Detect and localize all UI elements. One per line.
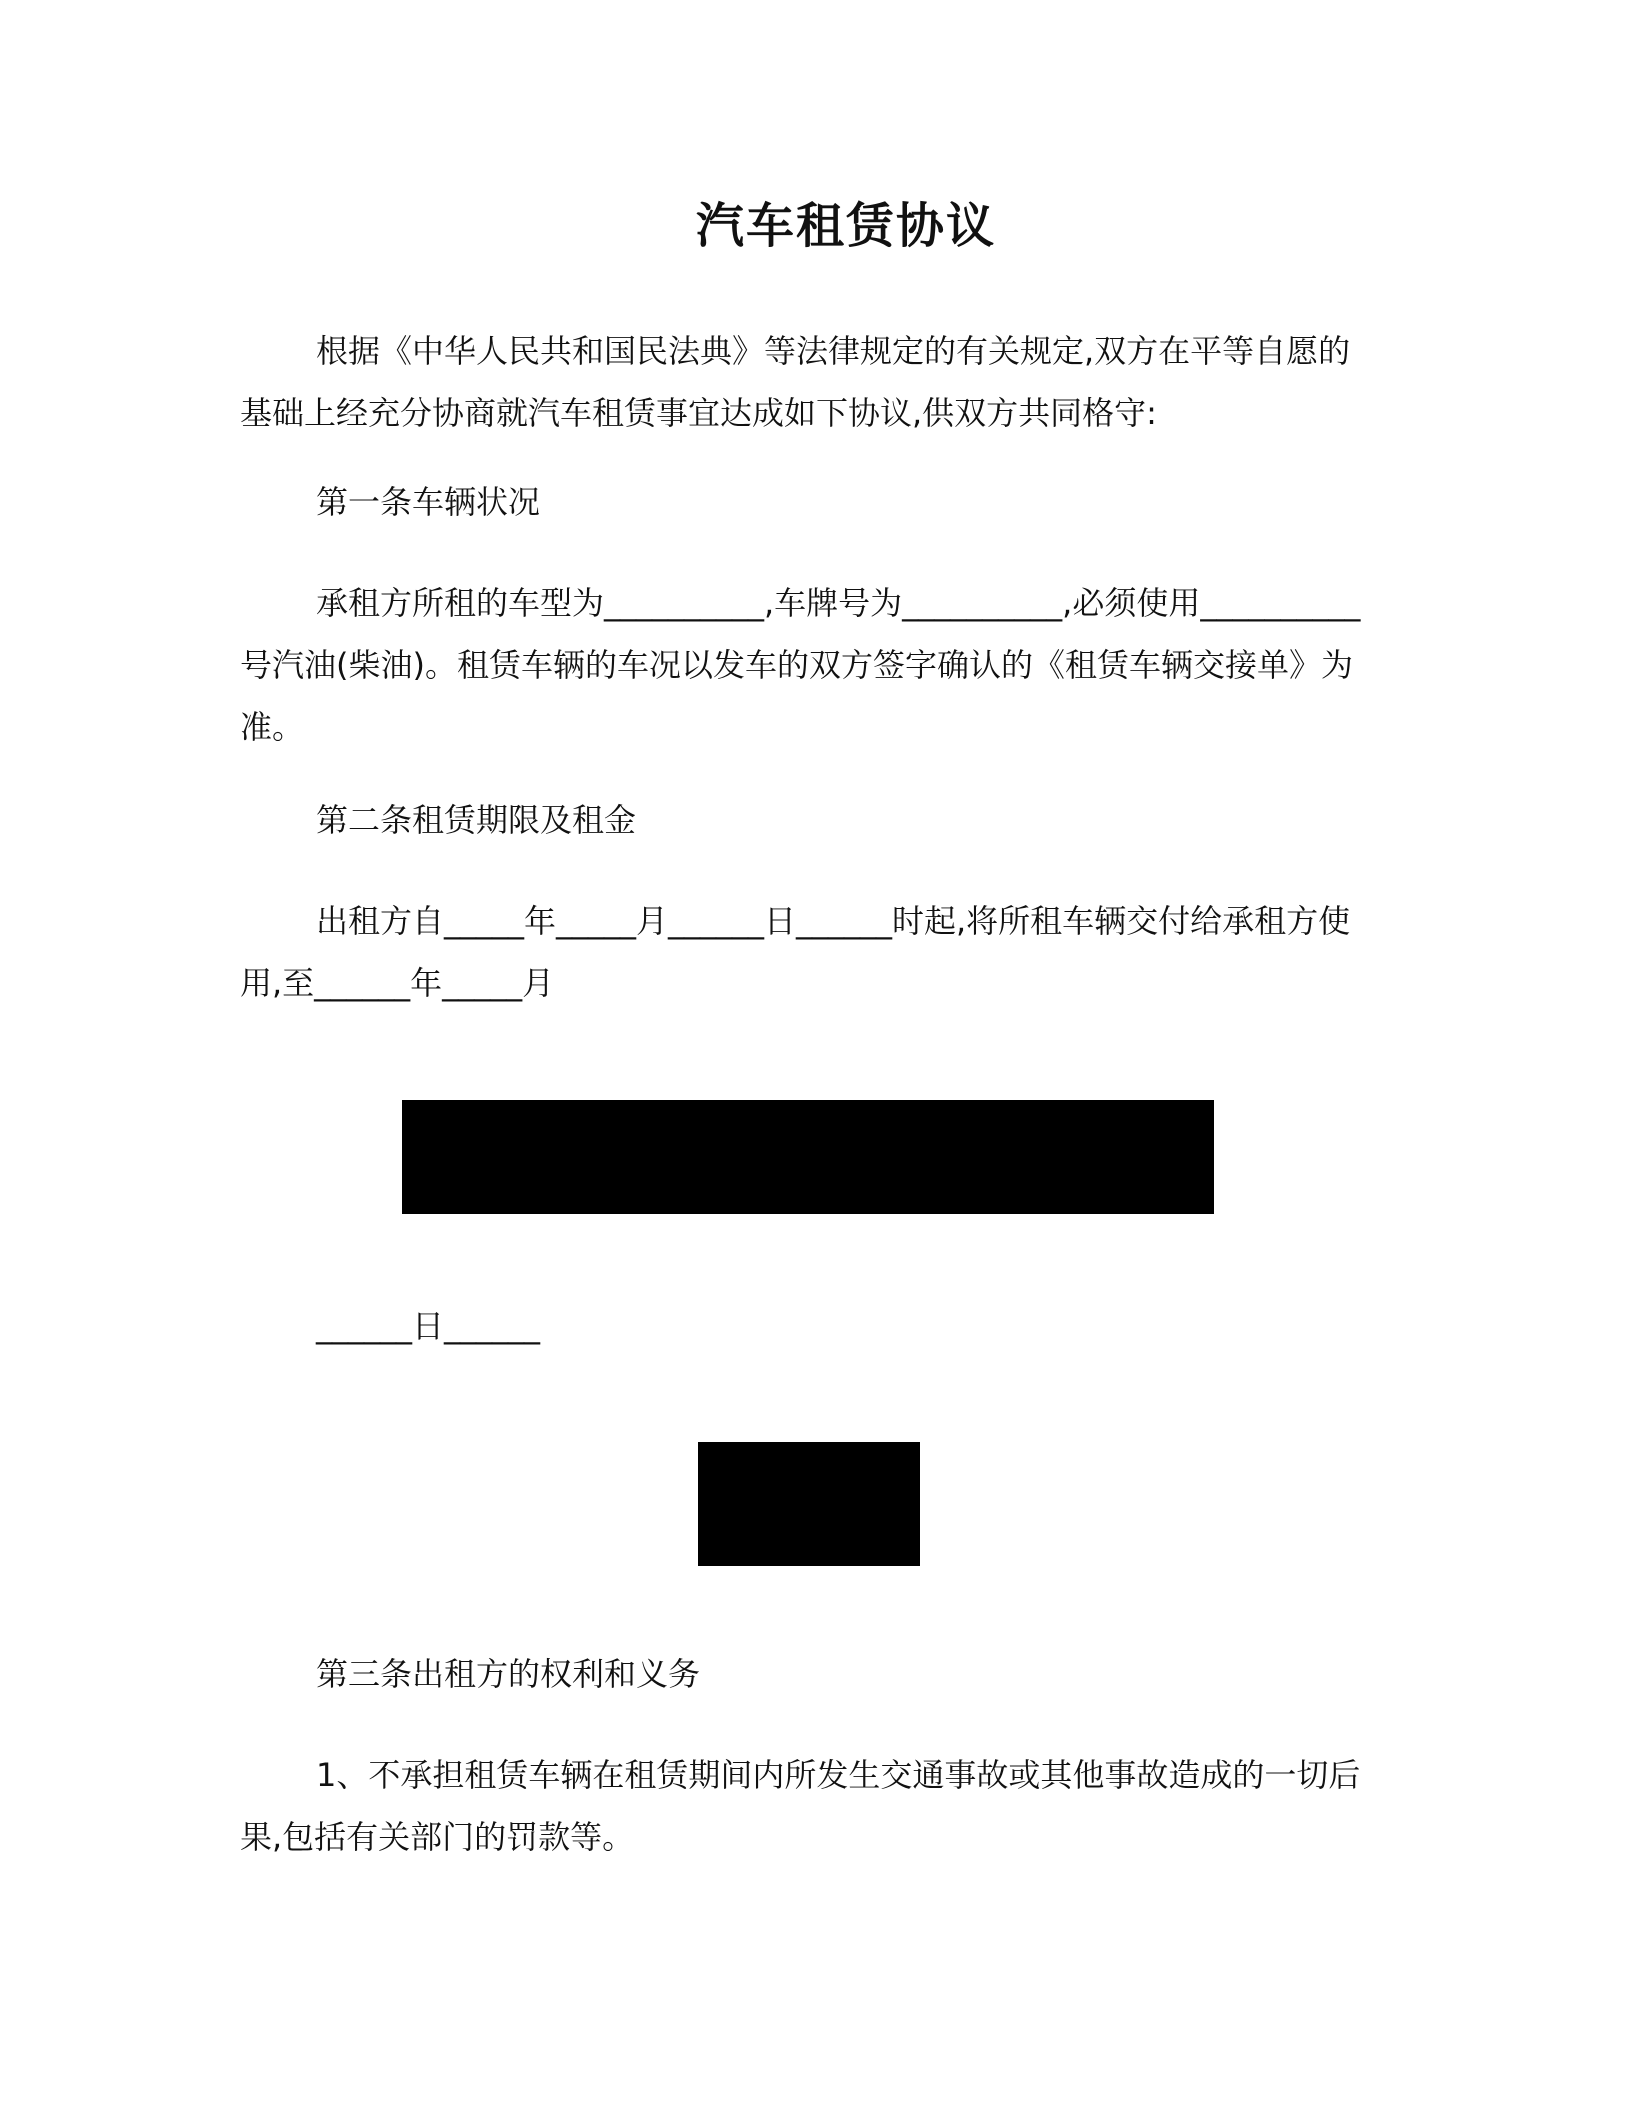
- article-1-body: 承租方所租的车型为__________,车牌号为__________,必须使用__________号汽油(柴油)。租赁车辆的车况以发车的双方签字确认的《租赁车辆交接单》为准。: [240, 584, 1361, 746]
- redaction-block-1: [402, 1100, 1214, 1214]
- article-2-heading: 第二条租赁期限及租金: [316, 801, 637, 839]
- article-2-continuation: ______日______: [316, 1307, 541, 1345]
- article-3-item-1: 1、不承担租赁车辆在租赁期间内所发生交通事故或其他事故造成的一切后果,包括有关部门的罚款等。: [240, 1756, 1361, 1856]
- article-3-heading: 第三条出租方的权利和义务: [316, 1655, 701, 1693]
- redaction-block-2: [698, 1442, 920, 1566]
- article-2-body: 出租方自_____年_____月______日______时起,将所租车辆交付给承租方使用,至______年_____月: [240, 902, 1351, 1002]
- intro-paragraph: 根据《中华人民共和国民法典》等法律规定的有关规定,双方在平等自愿的基础上经充分协商就汽车租赁事宜达成如下协议,供双方共同格守:: [240, 332, 1351, 432]
- document-title: 汽车租赁协议: [695, 198, 996, 254]
- article-1-heading: 第一条车辆状况: [316, 483, 541, 521]
